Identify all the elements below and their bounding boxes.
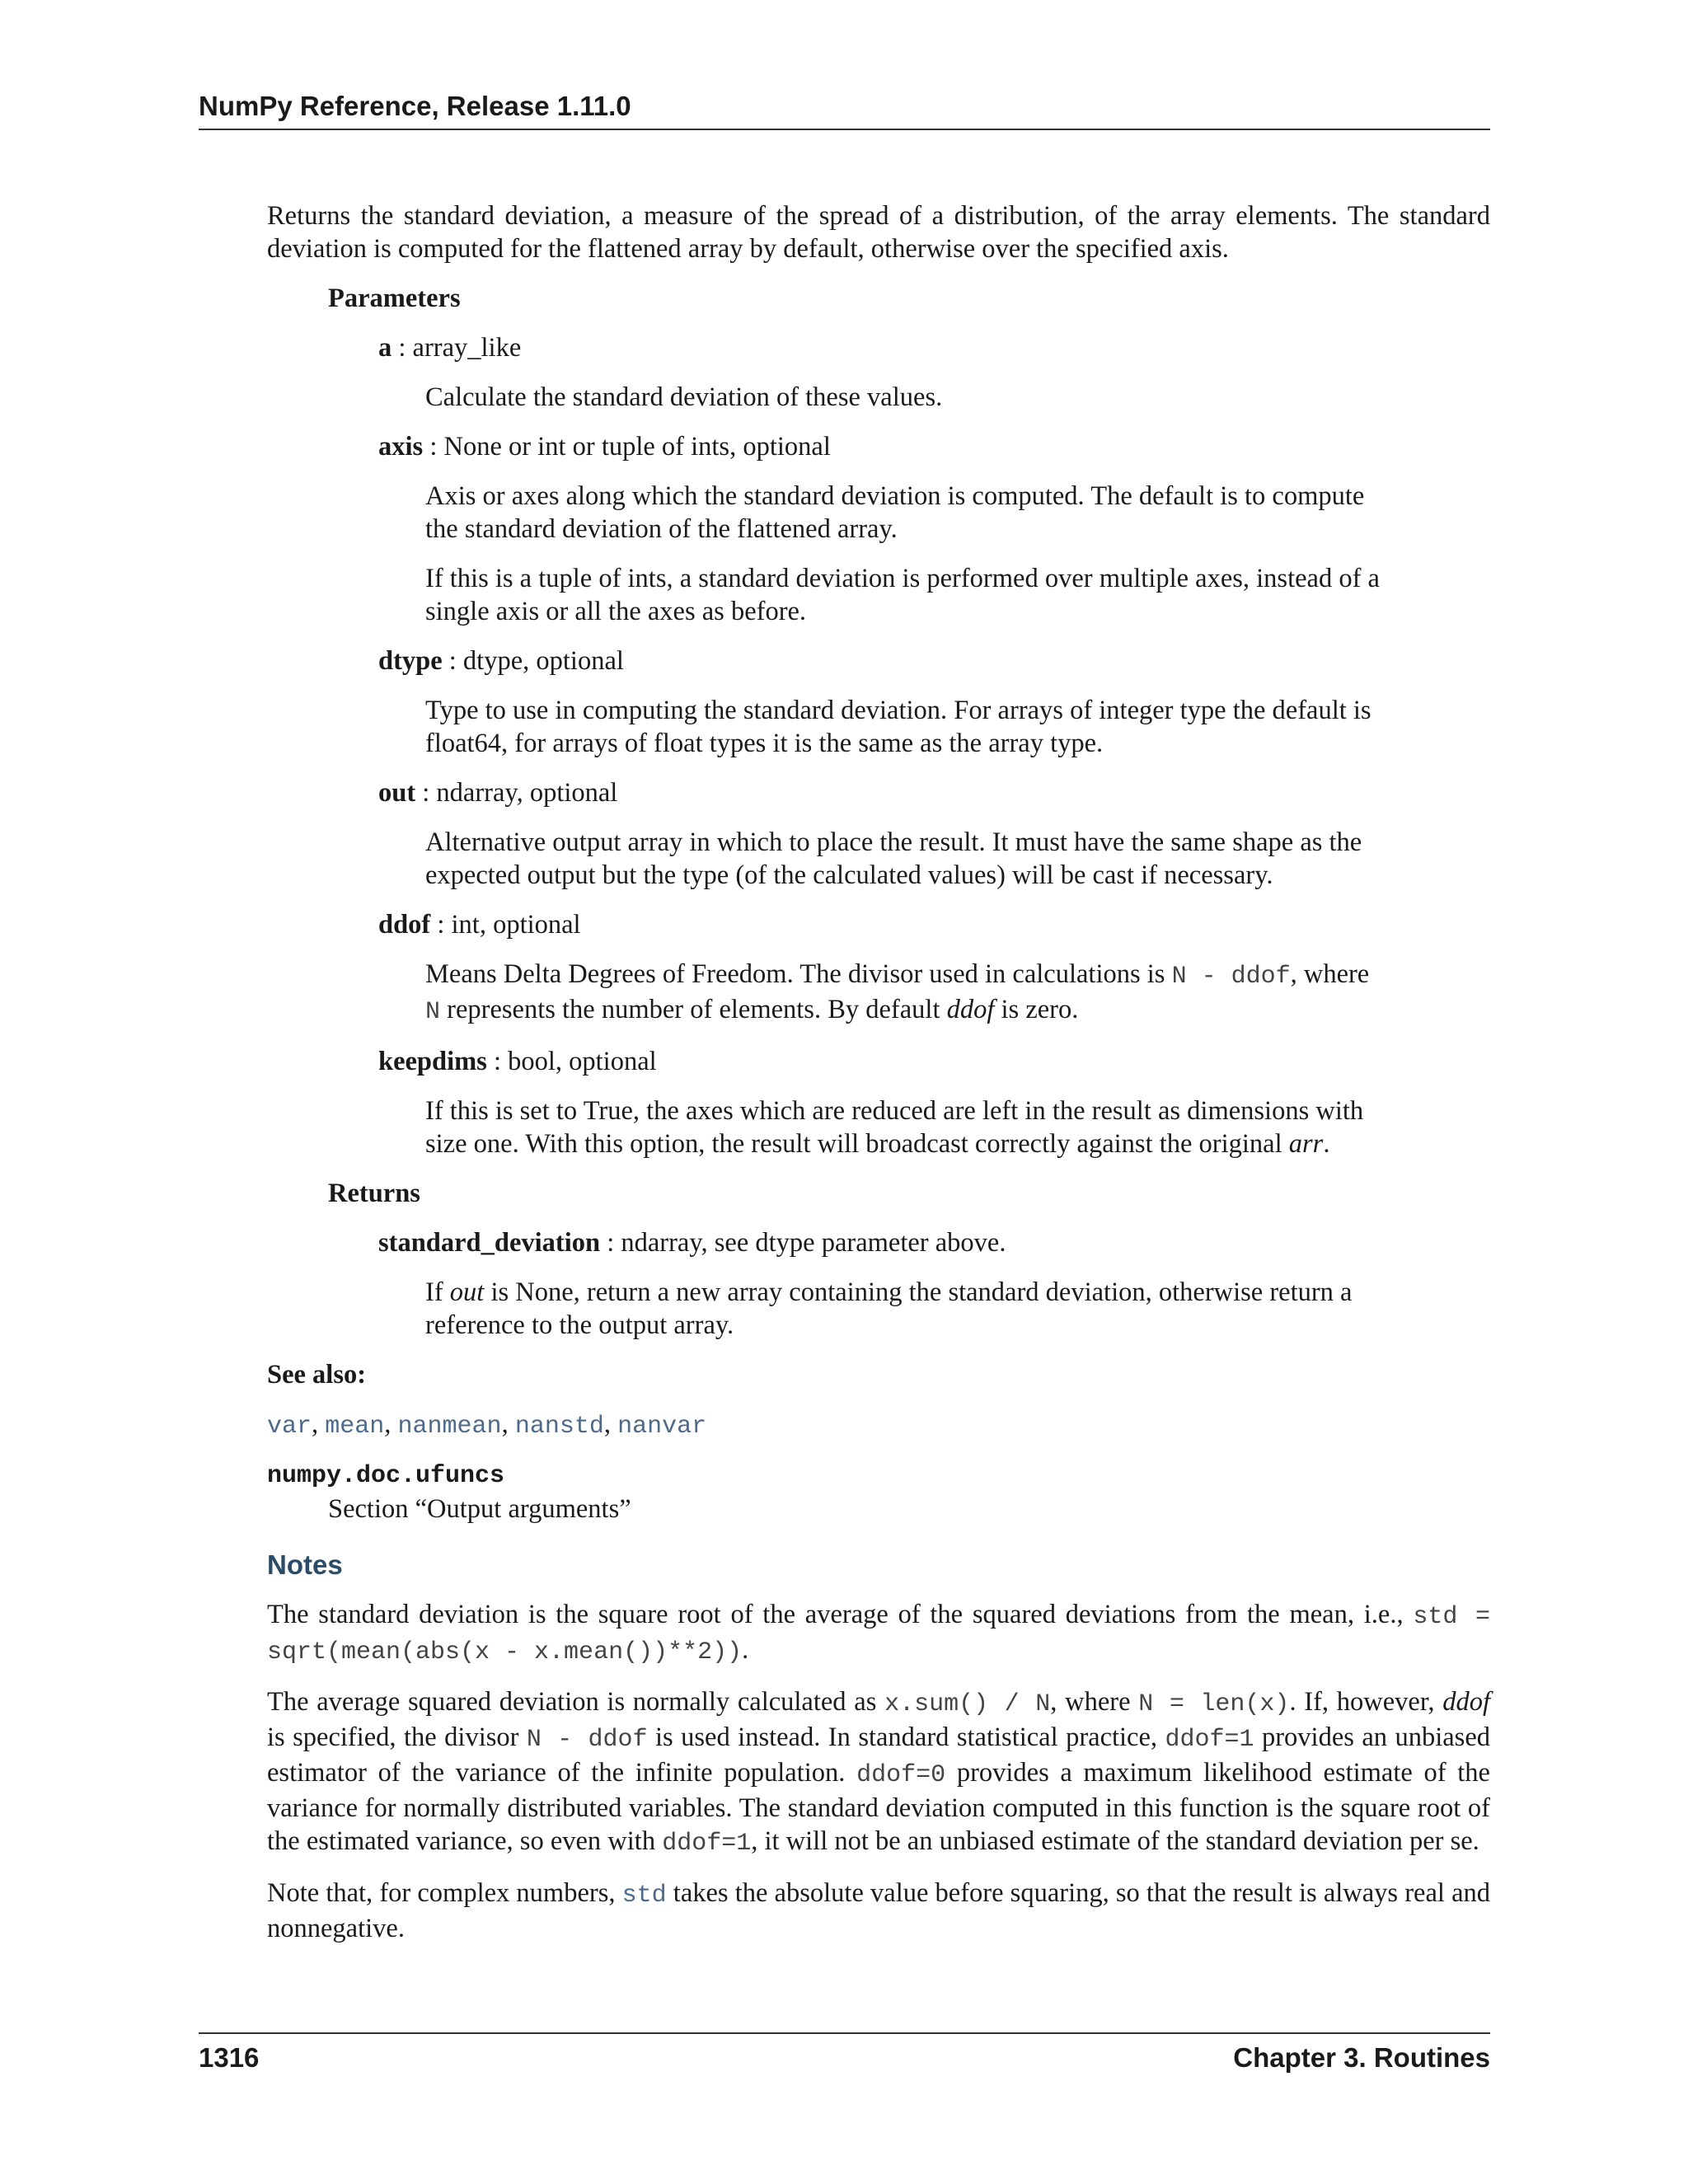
chapter-title: Chapter 3. Routines — [1233, 2042, 1490, 2073]
returns-section — [328, 1177, 1490, 1342]
inline-code: N - ddof — [526, 1726, 648, 1754]
inline-code: ddof=1 — [662, 1830, 752, 1858]
param-type: : array_like — [392, 333, 522, 363]
link-nanstd[interactable]: nanstd — [514, 1413, 604, 1441]
see-also-item — [267, 1460, 1490, 1526]
return-type: : ndarray, see dtype parameter above. — [600, 1228, 1006, 1258]
param-keepdims — [378, 1045, 1490, 1160]
intro-paragraph: Returns the standard deviation, a measure of the spread of a distribution, of the array elements. The standard deviation is computed for the flattened array by default, otherwise over the specified axis. — [267, 201, 1490, 264]
inline-code: std = sqrt(mean(abs(x - x.mean())**2)) — [267, 1603, 1490, 1666]
link-std[interactable]: std — [621, 1882, 667, 1910]
param-description: Axis or axes along which the standard deviation is computed. The default is to compute the standard deviation of the flattened array. — [425, 481, 1365, 544]
see-also-item-name: numpy.doc.ufuncs — [267, 1462, 505, 1490]
link-var[interactable]: var — [267, 1413, 312, 1441]
param-name: ddof — [378, 910, 431, 940]
param-type: : ndarray, optional — [415, 778, 618, 808]
returns-label: Returns — [328, 1179, 420, 1208]
running-footer — [199, 2032, 1490, 2074]
param-description: If this is set to True, the axes which are reduced are left in the result as dimensions with size one. With this option, the result will broadcast correctly against the original arr. — [425, 1096, 1364, 1159]
return-description: If out is None, return a new array containing the standard deviation, otherwise return a reference to the output array. — [425, 1277, 1353, 1340]
param-a — [378, 331, 1490, 414]
param-description: Alternative output array in which to place the result. It must have the same shape as the expected output but the type (of the calculated values) will be cast if necessary. — [425, 827, 1362, 890]
param-description: Calculate the standard deviation of these values. — [425, 382, 943, 412]
parameters-label: Parameters — [328, 284, 461, 313]
see-also-links: var, mean, nanmean, nanstd, nanvar — [267, 1409, 707, 1441]
main-content — [267, 199, 1490, 1945]
emphasis: out — [449, 1277, 485, 1307]
inline-code: N — [425, 998, 441, 1026]
inline-code: ddof=0 — [856, 1761, 946, 1789]
param-name: a — [378, 333, 392, 363]
notes-paragraph-3: Note that, for complex numbers, std takes the absolute value before squaring, so that the result is always real and nonnegative. — [267, 1878, 1490, 1943]
param-name: keepdims — [378, 1047, 487, 1076]
see-also-item-desc: Section “Output arguments” — [328, 1494, 631, 1524]
link-nanvar[interactable]: nanvar — [617, 1413, 707, 1441]
param-type: : dtype, optional — [442, 646, 624, 676]
notes-heading: Notes — [267, 1549, 343, 1580]
param-name: out — [378, 778, 416, 808]
inline-code: N = len(x) — [1138, 1690, 1290, 1718]
param-name: axis — [378, 432, 424, 462]
return-value — [378, 1226, 1490, 1342]
page-number: 1316 — [199, 2042, 260, 2073]
see-also-title: See also: — [267, 1360, 367, 1390]
header-title: NumPy Reference, Release 1.11.0 — [199, 91, 631, 121]
param-type: : bool, optional — [486, 1047, 657, 1076]
param-type: : int, optional — [430, 910, 581, 940]
param-description: Means Delta Degrees of Freedom. The divisor used in calculations is N - ddof, where N represents the number of elements. By default ddof is zero. — [425, 959, 1370, 1026]
inline-code: ddof=1 — [1165, 1726, 1254, 1754]
emphasis: ddof — [1442, 1687, 1490, 1717]
param-name: dtype — [378, 646, 443, 676]
param-dtype — [378, 644, 1490, 760]
param-ddof — [378, 908, 1490, 1029]
param-description: Type to use in computing the standard deviation. For arrays of integer type the default is float64, for arrays of float types it is the same as the array type. — [425, 696, 1372, 758]
emphasis: ddof — [946, 995, 995, 1024]
return-name: standard_deviation — [378, 1228, 601, 1258]
link-mean[interactable]: mean — [325, 1413, 385, 1441]
inline-code: x.sum() / N — [884, 1690, 1051, 1718]
parameters-section — [328, 282, 1490, 1160]
param-axis — [378, 430, 1490, 628]
param-out — [378, 776, 1490, 892]
notes-paragraph-2: The average squared deviation is normally calculated as x.sum() / N, where N = len(x). If, however, ddof is specified, the divisor N - ddof is used instead. In standard statistical practice, ddof=1 provides an unbiased estimator of the variance of the infinite population. ddof=0 provides a maximum likelihood estimate of the variance for normally distributed variables. The standard deviation computed in this function is the square root of the estimated variance, so even with ddof=1, it will not be an unbiased estimate of the standard deviation per se. — [267, 1687, 1490, 1858]
inline-code: N - ddof — [1171, 963, 1291, 991]
emphasis: arr — [1288, 1129, 1324, 1159]
link-nanmean[interactable]: nanmean — [397, 1413, 502, 1441]
notes-paragraph-1: The standard deviation is the square root of the average of the squared deviations from the mean, i.e., std = sqrt(mean(abs(x - x.mean())**2)). — [267, 1600, 1490, 1666]
param-description: If this is a tuple of ints, a standard deviation is performed over multiple axes, instead of a single axis or all the axes as before. — [425, 564, 1380, 626]
running-header — [199, 91, 1490, 130]
param-type: : None or int or tuple of ints, optional — [423, 432, 831, 462]
